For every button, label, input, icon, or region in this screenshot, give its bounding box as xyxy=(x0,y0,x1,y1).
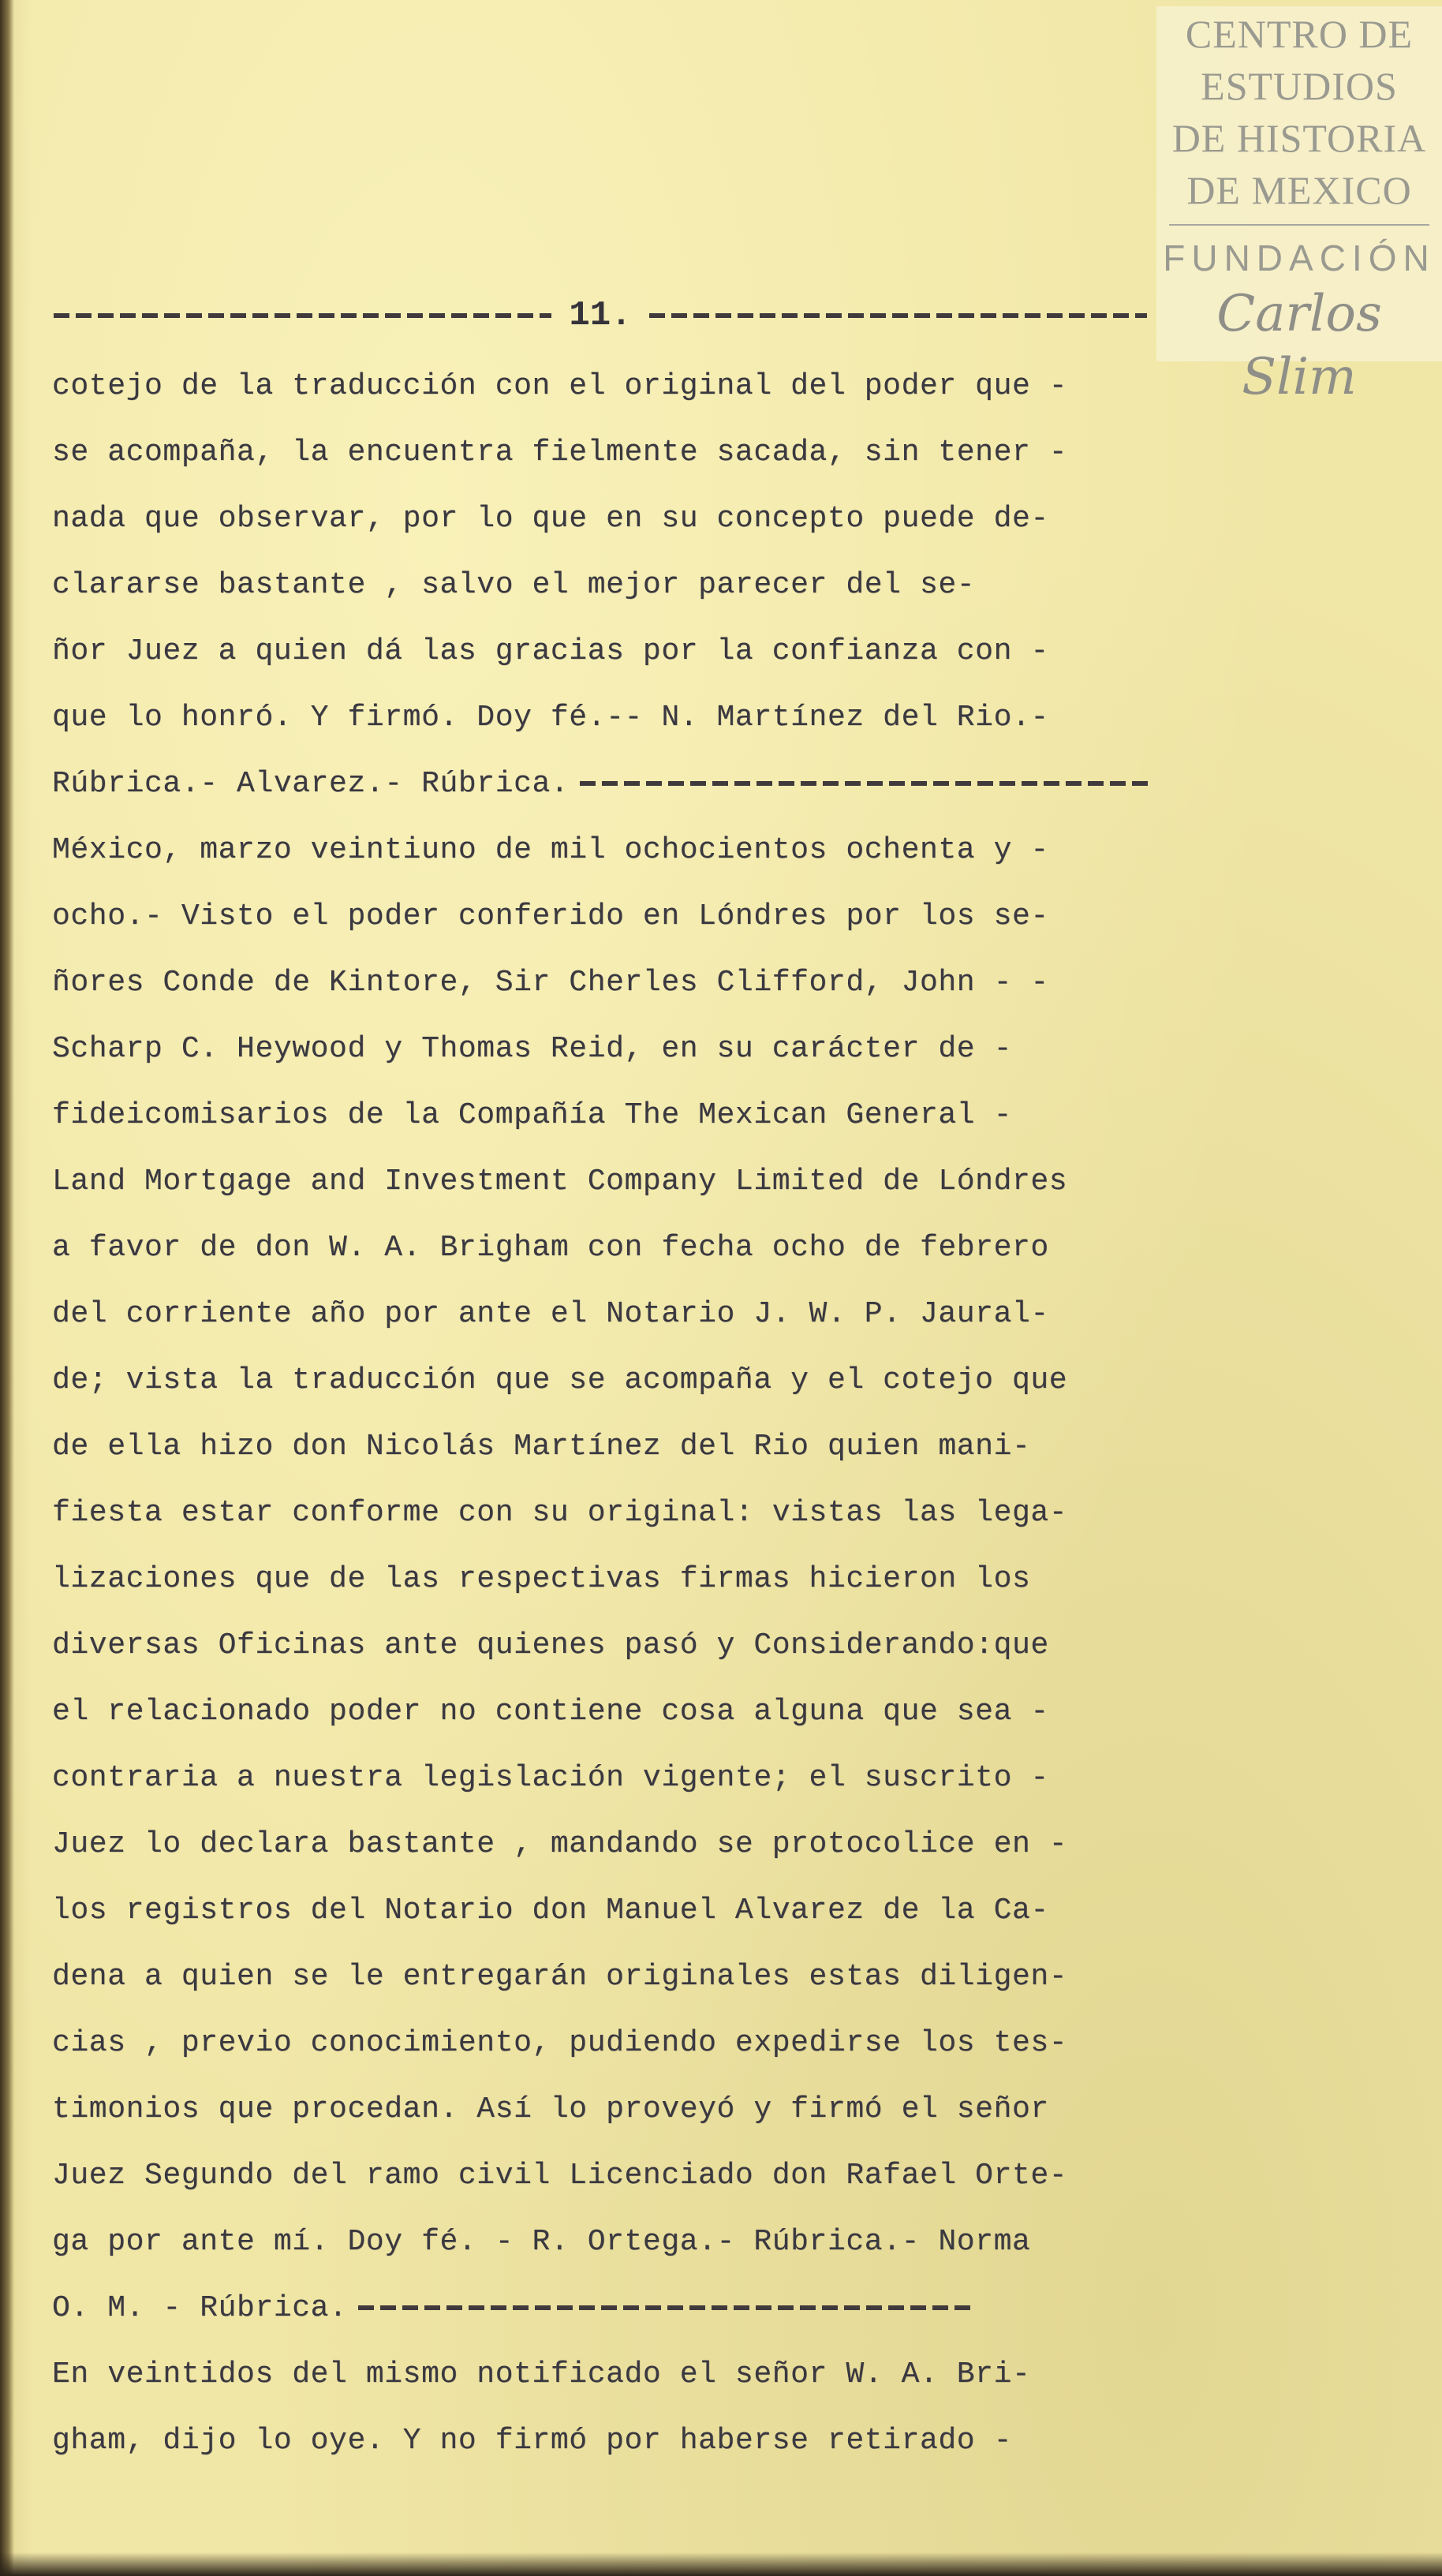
text-line: En veintidos del mismo notificado el señor W. A. Bri- xyxy=(52,2357,1031,2391)
text-line: cotejo de la traducción con el original del poder que - xyxy=(52,369,1068,403)
text-line: contraria a nuestra legislación vigente; el suscrito - xyxy=(52,1761,1049,1795)
archive-watermark xyxy=(1156,6,1442,406)
text-line: ñor Juez a quien dá las gracias por la confianza con - xyxy=(52,634,1049,668)
header-dash-rule-right xyxy=(649,313,1147,318)
document-body xyxy=(52,353,1149,2474)
text-line: ocho.- Visto el poder conferido en Lóndres por los se- xyxy=(52,899,1049,933)
text-line: nada que observar, por lo que en su concepto puede de- xyxy=(52,502,1049,536)
page-number: 11. xyxy=(569,296,632,335)
text-line: diversas Oficinas ante quienes pasó y Considerando:que xyxy=(52,1628,1049,1662)
text-line: el relacionado poder no contiene cosa alguna que sea - xyxy=(52,1695,1049,1729)
text-line: gham, dijo lo oye. Y no firmó por haberse retirado - xyxy=(52,2424,1012,2458)
line-fill-dashes xyxy=(580,781,1149,786)
text-line: fideicomisarios de la Compañía The Mexican General - xyxy=(52,1098,1012,1132)
text-line: se acompaña, la encuentra fielmente sacada, sin tener - xyxy=(52,436,1068,469)
text-line: clararse bastante , salvo el mejor parecer del se- xyxy=(52,568,976,602)
text-line: O. M. - Rúbrica. xyxy=(52,2275,1149,2342)
text-line: Land Mortgage and Investment Company Limited de Lóndres xyxy=(52,1165,1068,1198)
text-line: los registros del Notario don Manuel Alvarez de la Ca- xyxy=(52,1894,1049,1927)
text-line: fiesta estar conforme con su original: vistas las lega- xyxy=(52,1496,1068,1530)
text-line: Juez Segundo del ramo civil Licenciado don Rafael Orte- xyxy=(52,2159,1068,2193)
text-line: cias , previo conocimiento, pudiendo expedirse los tes- xyxy=(52,2026,1068,2060)
watermark-line: DE HISTORIA xyxy=(1171,116,1427,160)
page-header xyxy=(54,292,1147,339)
text-line: ga por ante mí. Doy fé. - R. Ortega.- Rúbrica.- Norma xyxy=(52,2225,1031,2259)
text-line: Rúbrica.- Alvarez.- Rúbrica. xyxy=(52,751,1149,817)
header-dash-rule-left xyxy=(54,313,551,318)
watermark-line: ESTUDIOS xyxy=(1201,64,1398,108)
text-line: lizaciones que de las respectivas firmas hicieron los xyxy=(52,1562,1031,1596)
text-line: dena a quien se le entregarán originales estas diligen- xyxy=(52,1960,1068,1994)
watermark-line: CENTRO DE xyxy=(1185,12,1414,56)
text-line: del corriente año por ante el Notario J. W. P. Jaural- xyxy=(52,1297,1049,1331)
text-line: ñores Conde de Kintore, Sir Cherles Clifford, John - - xyxy=(52,966,1049,1000)
page-bottom-edge xyxy=(0,2552,1442,2576)
text-line: Scharp C. Heywood y Thomas Reid, en su carácter de - xyxy=(52,1032,1012,1066)
text-line: que lo honró. Y firmó. Doy fé.-- N. Martínez del Rio.- xyxy=(52,701,1049,735)
text-line: timonios que procedan. Así lo proveyó y firmó el señor xyxy=(52,2092,1049,2126)
line-fill-dashes xyxy=(358,2305,973,2310)
watermark-line: DE MEXICO xyxy=(1186,168,1412,212)
watermark-divider xyxy=(1169,224,1429,226)
text-line: México, marzo veintiuno de mil ochocientos ochenta y - xyxy=(52,833,1049,867)
text-line: de ella hizo don Nicolás Martínez del Rio quien mani- xyxy=(52,1430,1031,1464)
watermark-signature: Carlos Slim xyxy=(1216,285,1382,406)
text-line: de; vista la traducción que se acompaña y el cotejo que xyxy=(52,1363,1068,1397)
text-line: a favor de don W. A. Brigham con fecha ocho de febrero xyxy=(52,1231,1049,1265)
binding-edge xyxy=(0,0,14,2576)
text-line: Juez lo declara bastante , mandando se protocolice en - xyxy=(52,1827,1068,1861)
watermark-foundation: FUNDACIÓN xyxy=(1163,237,1436,279)
